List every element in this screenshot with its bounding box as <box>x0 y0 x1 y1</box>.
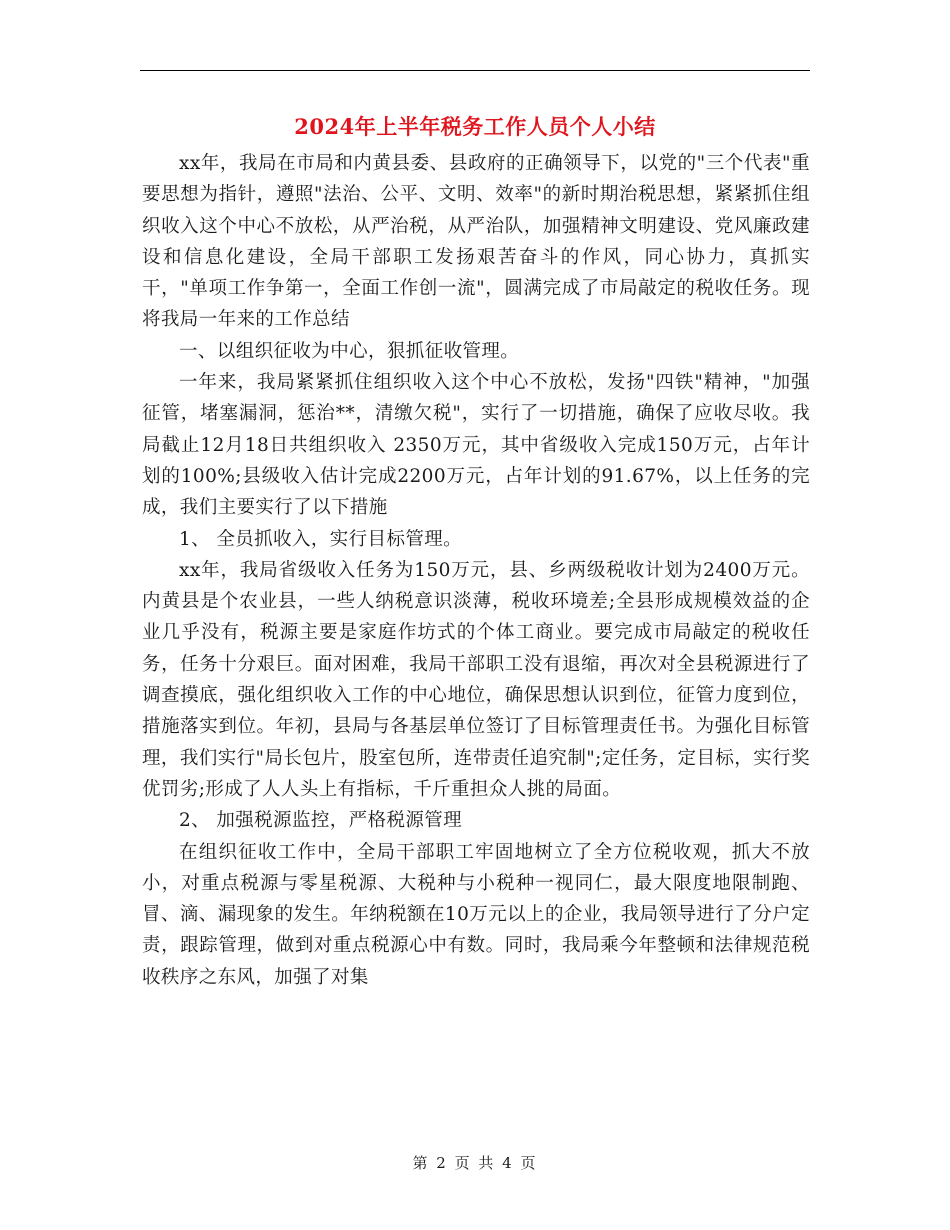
paragraph-subsection-2: 在组织征收工作中，全局干部职工牢固地树立了全方位税收观，抓大不放小，对重点税源与零星税源、大税种与小税种一视同仁，最大限度地限制跑、冒、滴、漏现象的发生。年纳税额在10万元以上的企业，我局领导进行了分户定责，跟踪管理，做到对重点税源心中有数。同时，我局乘今年整顿和法律规范税收秩序之东风，加强了对集 <box>142 841 810 988</box>
header-rule <box>140 70 810 71</box>
subheading-2: 2、 加强税源监控，严格税源管理 <box>179 810 463 832</box>
paragraph-intro: xx年，我局在市局和内黄县委、县政府的正确领导下，以党的"三个代表"重要思想为指针，遵照"法治、公平、文明、效率"的新时期治税思想，紧紧抓住组织收入这个中心不放松，从严治税，从严治队，加强精神文明建设、党风廉政建设和信息化建设，全局干部职工发扬艰苦奋斗的作风，同心协力，真抓实干，"单项工作争第一，全面工作创一流"，圆满完成了市局敲定的税收任务。现将我局一年来的工作总结 <box>142 153 810 331</box>
section-heading-1: 一、以组织征收为中心，狠抓征收管理。 <box>179 340 520 362</box>
document-body <box>142 148 810 993</box>
subheading-1: 1、 全员抓收入，实行目标管理。 <box>179 528 463 550</box>
page-number-footer: 第 2 页 共 4 页 <box>412 1154 538 1172</box>
paragraph-section-1: 一年来，我局紧紧抓住组织收入这个中心不放松，发扬"四铁"精神，"加强征管，堵塞漏洞，惩治**，清缴欠税"，实行了一切措施，确保了应收尽收。我局截止12月18日共组织收入 2350万元，其中省级收入完成150万元，占年计划的100%;县级收入估计完成2200万元，占年计划的91.67%，以上任务的完成，我们主要实行了以下措施 <box>142 372 810 519</box>
document-title: 2024年上半年税务工作人员个人小结 <box>294 114 656 139</box>
paragraph-subsection-1: xx年，我局省级收入任务为150万元，县、乡两级税收计划为2400万元。内黄县是个农业县，一些人纳税意识淡薄，税收环境差;全县形成规模效益的企业几乎没有，税源主要是家庭作坊式的个体工商业。要完成市局敲定的税收任务，任务十分艰巨。面对困难，我局干部职工没有退缩，再次对全县税源进行了调查摸底，强化组织收入工作的中心地位，确保思想认识到位，征管力度到位，措施落实到位。年初，县局与各基层单位签订了目标管理责任书。为强化目标管理，我们实行"局长包片，股室包所，连带责任追究制";定任务，定目标，实行奖优罚劣;形成了人人头上有指标，千斤重担众人挑的局面。 <box>142 559 810 800</box>
